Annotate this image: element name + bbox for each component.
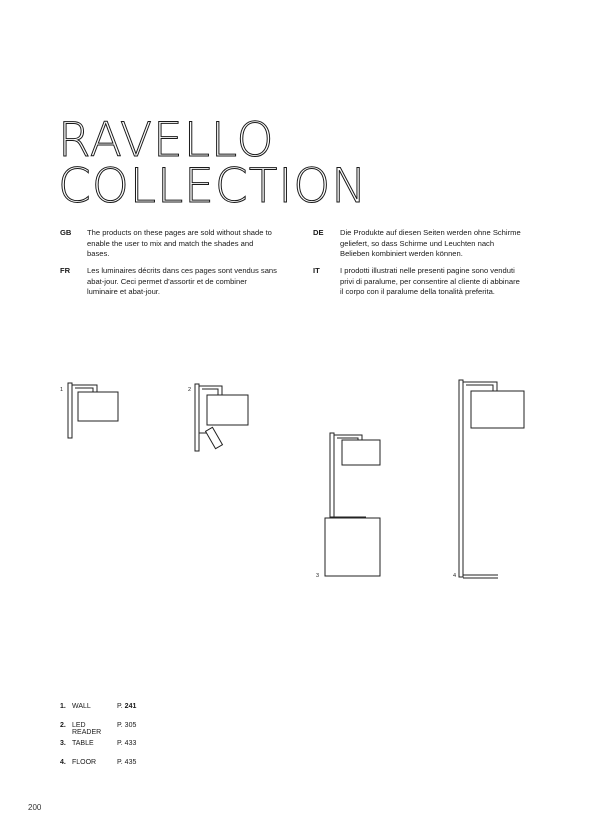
figure-number-1: 1	[60, 387, 64, 393]
item-page-number: 433	[124, 740, 137, 747]
item-page: P. 433	[117, 740, 137, 747]
item-number: 3.	[60, 740, 66, 747]
item-name: TABLE	[72, 740, 94, 747]
description-text: Les luminaires décrits dans ces pages sont vendus sans abat-jour. Ceci permet d’assortir et de combiner luminaire et abat-jour.	[87, 266, 277, 296]
description-text: I prodotti illustrati nelle presenti pagine sono venduti privi di paralume, per consentire al cliente di abbinare il corpo con il paralume della tonalità preferita.	[340, 266, 520, 296]
table-lamp-drawing	[325, 433, 380, 576]
item-number: 2.	[60, 721, 66, 729]
item-name: LED READER	[72, 721, 102, 736]
description-text: Die Produkte auf diesen Seiten werden ohne Schirme geliefert, so dass Schirme und Leuchten nach Belieben kombiniert werden können.	[340, 228, 521, 258]
language-code: GB	[60, 228, 72, 237]
item-page-number: 241	[124, 703, 137, 710]
item-page-number: 305	[124, 721, 137, 729]
figure-number-4: 4	[453, 573, 457, 579]
item-number: 4.	[60, 758, 66, 766]
item-name: FLOOR	[72, 758, 97, 766]
title-line-1: RAVELLO	[58, 113, 275, 168]
title-line-2: COLLECTION	[58, 159, 368, 214]
item-page-number: 435	[124, 758, 137, 766]
led-reader-drawing	[195, 384, 248, 451]
floor-lamp-drawing	[459, 380, 524, 578]
page-number: 200	[28, 803, 42, 812]
item-page: P. 241	[117, 703, 137, 710]
item-name: WALL	[72, 703, 91, 710]
wall-lamp-drawing	[68, 383, 118, 438]
figure-number-2: 2	[188, 387, 192, 393]
language-code: FR	[60, 266, 71, 275]
item-page: P. 435	[117, 758, 137, 766]
description-text: The products on these pages are sold without shade to enable the user to mix and match the shades and bases.	[87, 228, 272, 258]
language-code: IT	[313, 266, 320, 275]
item-number: 1.	[60, 703, 66, 710]
language-code: DE	[313, 228, 324, 237]
figure-number-3: 3	[316, 573, 320, 579]
item-page: P. 305	[117, 721, 137, 729]
